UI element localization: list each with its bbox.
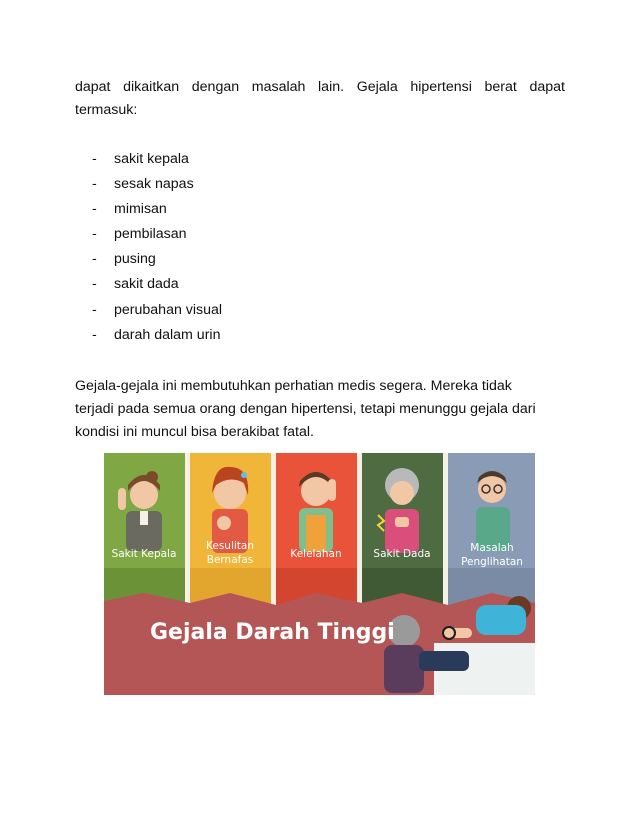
list-item: - mimisan [92,201,167,218]
panel-label-bernafas: Bernafas [206,554,254,566]
list-item: - pusing [92,251,156,268]
panel-label-penglihatan: Penglihatan [461,556,523,568]
panel-label-kelelahan: Kelelahan [290,548,342,560]
list-item: - perubahan visual [92,301,223,318]
outro-line-1: Gejala-gejala ini membutuhkan perhatian medis segera. Mereka tidak [75,378,512,394]
infographic-title: Gejala Darah Tinggi [150,620,395,645]
panel-label-kesulitan: Kesulitan [206,540,254,552]
hypertension-infographic [104,453,535,695]
list-item: - darah dalam urin [92,326,221,343]
outro-paragraph [75,375,565,444]
intro-paragraph [75,76,565,122]
intro-line-2: termasuk: [75,102,138,118]
outro-line-3: kondisi ini muncul bisa berakibat fatal. [75,424,314,440]
list-item: - pembilasan [92,226,187,243]
symptom-list [92,149,222,350]
panel-label-sakit-dada: Sakit Dada [373,548,431,560]
panel-label-sakit-kepala: Sakit Kepala [111,548,177,560]
list-item: - sakit dada [92,276,179,293]
outro-line-2: terjadi pada semua orang dengan hipertensi, tetapi menunggu gejala dari [75,401,536,417]
list-item: - sakit kepala [92,151,189,167]
panel-label-masalah: Masalah [470,542,514,554]
intro-line-1: dapat dikaitkan dengan masalah lain. Gejala hipertensi berat dapat [75,79,565,95]
list-item: - sesak napas [92,176,194,193]
